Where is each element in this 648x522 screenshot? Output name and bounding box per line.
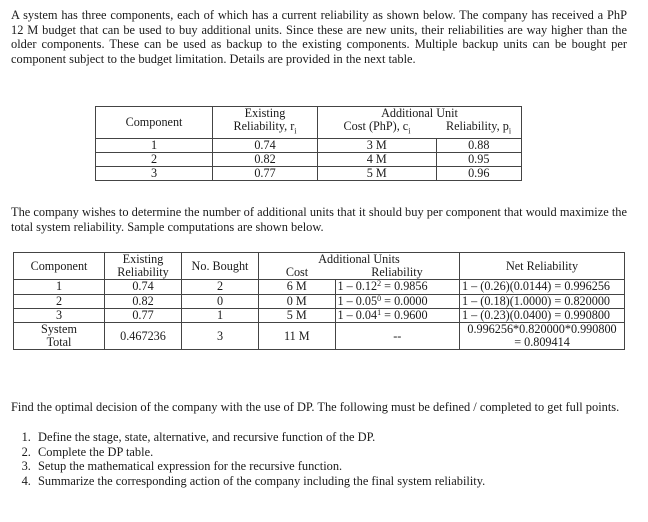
header-existing-line2: Reliability, $r_i$ (213, 120, 318, 138)
middle-paragraph: The company wishes to determine the number of additional units that it should buy per component that would maximize the total system reliability. Sample computations are shown below. (11, 205, 627, 234)
header-additional-units: Additional Units (259, 253, 460, 267)
cell-component: 3 (14, 308, 105, 322)
table-row (96, 167, 522, 181)
cell-cost: 5 M (259, 308, 336, 322)
cell-existing: 0.74 (213, 138, 318, 152)
table-header-row (96, 107, 522, 121)
sample-computation-table (13, 252, 625, 350)
table-row (96, 138, 522, 152)
table-total-row (14, 323, 625, 350)
header-cost: Cost (259, 266, 336, 280)
cell-reliability: $1 - 0.04^1 = 0.9600$ (335, 308, 460, 322)
header-existing-line1: Existing (213, 107, 318, 121)
cell-existing: 0.77 (213, 167, 318, 181)
header-net-reliability: Net Reliability (460, 253, 625, 280)
list-item: 3. Setup the mathematical expression for the recursive function. (34, 459, 634, 474)
cell-total-bought: 3 (182, 323, 259, 350)
cell-component: 1 (14, 280, 105, 294)
header-existing-line2: Reliability (105, 266, 182, 280)
table-row (14, 294, 625, 308)
instructions-paragraph: Find the optimal decision of the company with the use of DP. The following must be defined / completed to get full points. (11, 400, 620, 414)
cell-bought: 2 (182, 280, 259, 294)
cell-component: 3 (96, 167, 213, 181)
table-row (14, 280, 625, 294)
cell-component: 2 (14, 294, 105, 308)
cell-bought: 1 (182, 308, 259, 322)
cell-cost: 3 M (318, 138, 437, 152)
header-cost: Cost (PhP), $c_i$ (318, 120, 437, 138)
task-list (11, 430, 634, 488)
cell-net-reliability: 1 – (0.23)(0.0400) = 0.990800 (460, 308, 625, 322)
cell-cost: 4 M (318, 153, 437, 167)
header-component: Component (14, 253, 105, 280)
component-details-table (95, 106, 522, 181)
cell-existing: 0.82 (213, 153, 318, 167)
cell-component: 1 (96, 138, 213, 152)
cell-net-reliability: 1 – (0.26)(0.0144) = 0.996256 (460, 280, 625, 294)
cell-total-reliability: -- (335, 323, 460, 350)
cell-cost: 5 M (318, 167, 437, 181)
list-item: 4. Summarize the corresponding action of the company including the final system reliability. (34, 474, 634, 489)
header-existing-line1: Existing (105, 253, 182, 267)
cell-reliability: $1 - 0.05^0 = 0.0000$ (335, 294, 460, 308)
list-item: 2. Complete the DP table. (34, 445, 634, 460)
header-no-bought: No. Bought (182, 253, 259, 280)
cell-total-cost: 11 M (259, 323, 336, 350)
header-additional-unit: Additional Unit (318, 107, 522, 121)
cell-cost: 6 M (259, 280, 336, 294)
cell-total-net: 0.996256*0.820000*0.990800 = 0.809414 (460, 323, 625, 350)
table-header-row (14, 253, 625, 267)
cell-reliability: 0.88 (436, 138, 522, 152)
cell-existing: 0.77 (105, 308, 182, 322)
cell-cost: 0 M (259, 294, 336, 308)
cell-system-total: System Total (14, 323, 105, 350)
cell-bought: 0 (182, 294, 259, 308)
cell-existing: 0.74 (105, 280, 182, 294)
cell-reliability: 0.95 (436, 153, 522, 167)
cell-total-existing: 0.467236 (105, 323, 182, 350)
header-component: Component (96, 107, 213, 139)
intro-paragraph: A system has three components, each of which has a current reliability as shown below. The company has received a PhP 12 M budget that can be used to buy additional units. Since these are new units, their reliabilities are way higher than the older components. These can be used as backup to the existing components. Multiple backup units can be bought per component subject to the budget limitation. Details are provided in the next table. (11, 8, 627, 66)
table-row (96, 153, 522, 167)
cell-net-reliability: 1 – (0.18)(1.0000) = 0.820000 (460, 294, 625, 308)
cell-reliability: 0.96 (436, 167, 522, 181)
cell-reliability: $1 - 0.12^2 = 0.9856$ (335, 280, 460, 294)
list-item: 1. Define the stage, state, alternative, and recursive function of the DP. (34, 430, 634, 445)
cell-component: 2 (96, 153, 213, 167)
header-reliability: Reliability, $p_i$ (436, 120, 522, 138)
cell-existing: 0.82 (105, 294, 182, 308)
header-reliability: Reliability (335, 266, 460, 280)
table-row (14, 308, 625, 322)
